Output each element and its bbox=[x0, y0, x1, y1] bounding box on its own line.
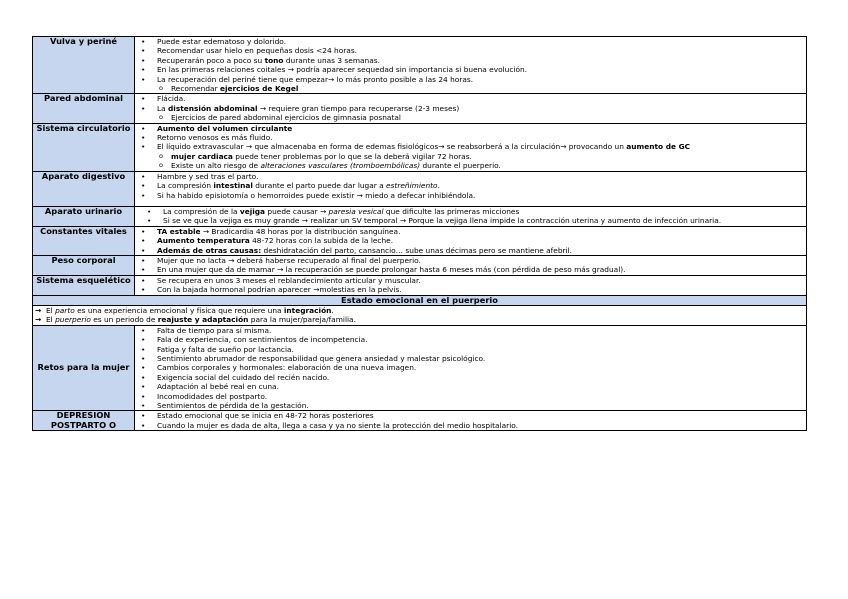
list-item: • Si se ve que la vejiga es muy grande → realizar un SV temporal → Porque la vejiga llena impide la contracción uterina y aumento de infección urinaria. bbox=[141, 216, 804, 225]
content-esqueletico bbox=[135, 275, 807, 295]
content-sistema bbox=[135, 123, 807, 171]
row-esqueletico bbox=[33, 275, 807, 295]
label-vulva: Vulva y periné bbox=[33, 37, 135, 94]
emocional-text bbox=[33, 305, 807, 325]
list-item: • Flácida. bbox=[137, 94, 804, 103]
list-item: • Recomendar usar hielo en pequeñas dosis <24 horas. bbox=[137, 46, 804, 55]
list-item: • En una mujer que da de mamar → la recuperación se puede prolongar hasta 6 meses más (con pérdida de peso más gradual). bbox=[137, 265, 804, 274]
list-item: • Puede estar edematoso y dolorido. bbox=[137, 37, 804, 46]
label-depresion: DEPRESION POSTPARTO O bbox=[33, 411, 135, 431]
list-item: • Incomodidades del postparto. bbox=[137, 392, 804, 401]
row-digestivo bbox=[33, 171, 807, 206]
list-item: • En las primeras relaciones coitales → podría aparecer sequedad sin importancia si buena evolución. bbox=[137, 65, 804, 74]
list-item: • Cambios corporales y hormonales: elaboración de una nueva imagen. bbox=[137, 363, 804, 372]
arrow-item: → El parto es una experiencia emocional y física que requiere una integración. bbox=[35, 306, 804, 315]
row-pared bbox=[33, 94, 807, 123]
label-pared: Pared abdominal bbox=[33, 94, 135, 123]
content-peso bbox=[135, 255, 807, 275]
content-constantes bbox=[135, 226, 807, 255]
list-item: • Recuperarán poco a poco su tono durante unas 3 semanas. bbox=[137, 56, 804, 65]
row-emocional-header bbox=[33, 295, 807, 305]
label-urinario: Aparato urinario bbox=[33, 206, 135, 226]
label-esqueletico: Sistema esquelético bbox=[33, 275, 135, 295]
sub-item: o Recomendar ejercicios de Kegel bbox=[137, 84, 804, 93]
content-digestivo bbox=[135, 171, 807, 206]
list-item: • Aumento del volumen circulante bbox=[137, 124, 804, 133]
list-item: • Además de otras causas: deshidratación del parto, cansancio… sube unas décimas pero se mantiene afebril. bbox=[137, 246, 804, 255]
content-depresion bbox=[135, 411, 807, 431]
row-retos bbox=[33, 325, 807, 411]
list-item: • La distensión abdominal → requiere gran tiempo para recuperarse (2-3 meses) bbox=[137, 104, 804, 113]
row-emocional-text bbox=[33, 305, 807, 325]
list-item: • TA estable → Bradicardia 48 horas por la distribución sanguínea. bbox=[137, 227, 804, 236]
row-sistema bbox=[33, 123, 807, 171]
label-sistema: Sistema circulatorio bbox=[33, 123, 135, 171]
list-item: • Sentimientos de pérdida de la gestación. bbox=[137, 401, 804, 410]
list-item: • Fala de experiencia, con sentimientos de incompetencia. bbox=[137, 335, 804, 344]
row-peso bbox=[33, 255, 807, 275]
postpartum-table bbox=[32, 36, 807, 431]
label-retos: Retos para la mujer bbox=[33, 325, 135, 411]
list-item: • Cuando la mujer es dada de alta, llega a casa y ya no siente la protección del medio hospitalario. bbox=[137, 421, 804, 430]
list-item: • Falta de tiempo para sí misma. bbox=[137, 326, 804, 335]
document-page bbox=[32, 36, 807, 431]
sub-item: o Existe un alto riesgo de alteraciones vasculares (tromboembólicas) durante el puerperio. bbox=[137, 161, 804, 170]
list-item: • Mujer que no lacta → deberá haberse recuperado al final del puerperio. bbox=[137, 256, 804, 265]
list-item: • Se recupera en unos 3 meses el reblandecimiento articular y muscular. bbox=[137, 276, 804, 285]
list-item: • Fatiga y falta de sueño por lactancia. bbox=[137, 345, 804, 354]
content-urinario bbox=[135, 206, 807, 226]
list-item: • Hambre y sed tras el parto. bbox=[137, 172, 804, 181]
section-heading: Estado emocional en el puerperio bbox=[33, 295, 807, 305]
content-vulva bbox=[135, 37, 807, 94]
list-item: • La recuperación del periné tiene que empezar→ lo más pronto posible a las 24 horas. bbox=[137, 75, 804, 84]
sub-item: o Ejercicios de pared abdominal ejercicios de gimnasia posnatal bbox=[137, 113, 804, 122]
row-vulva bbox=[33, 37, 807, 94]
list-item: • El líquido extravascular → que almacenaba en forma de edemas fisiológicos→ se reabsorberá a la circulación→ provocando un aumento de GC bbox=[137, 142, 804, 151]
row-constantes bbox=[33, 226, 807, 255]
list-item: • Aumento temperatura 48-72 horas con la subida de la leche. bbox=[137, 236, 804, 245]
list-item: • La compresión de la vejiga puede causar → paresia vesical que dificulte las primeras micciones bbox=[141, 207, 804, 216]
row-depresion bbox=[33, 411, 807, 431]
list-item: • Exigencia social del cuidado del recién nacido. bbox=[137, 373, 804, 382]
list-item: • Sentimiento abrumador de responsabilidad que genera ansiedad y malestar psicológico. bbox=[137, 354, 804, 363]
arrow-item: → El puerperio es un periodo de reajuste y adaptación para la mujer/pareja/familia. bbox=[35, 315, 804, 324]
list-item: • La compresión intestinal durante el parto puede dar lugar a estreñimiento. bbox=[137, 181, 804, 190]
label-constantes: Constantes vitales bbox=[33, 226, 135, 255]
list-item: • Si ha habido episiotomía o hemorroides puede existir → miedo a defecar inhibiéndola. bbox=[137, 191, 804, 200]
content-pared bbox=[135, 94, 807, 123]
content-retos bbox=[135, 325, 807, 411]
list-item: • Retorno venosos es más fluido. bbox=[137, 133, 804, 142]
list-item: • Estado emocional que se inicia en 48-72 horas posteriores bbox=[137, 411, 804, 420]
label-peso: Peso corporal bbox=[33, 255, 135, 275]
row-urinario bbox=[33, 206, 807, 226]
list-item: • Adaptación al bebé real en cuna. bbox=[137, 382, 804, 391]
sub-item: o mujer cardiaca puede tener problemas por lo que se la deberá vigilar 72 horas. bbox=[137, 152, 804, 161]
label-digestivo: Aparato digestivo bbox=[33, 171, 135, 206]
list-item: • Con la bajada hormonal podrían aparecer →molestias en la pelvis. bbox=[137, 285, 804, 294]
